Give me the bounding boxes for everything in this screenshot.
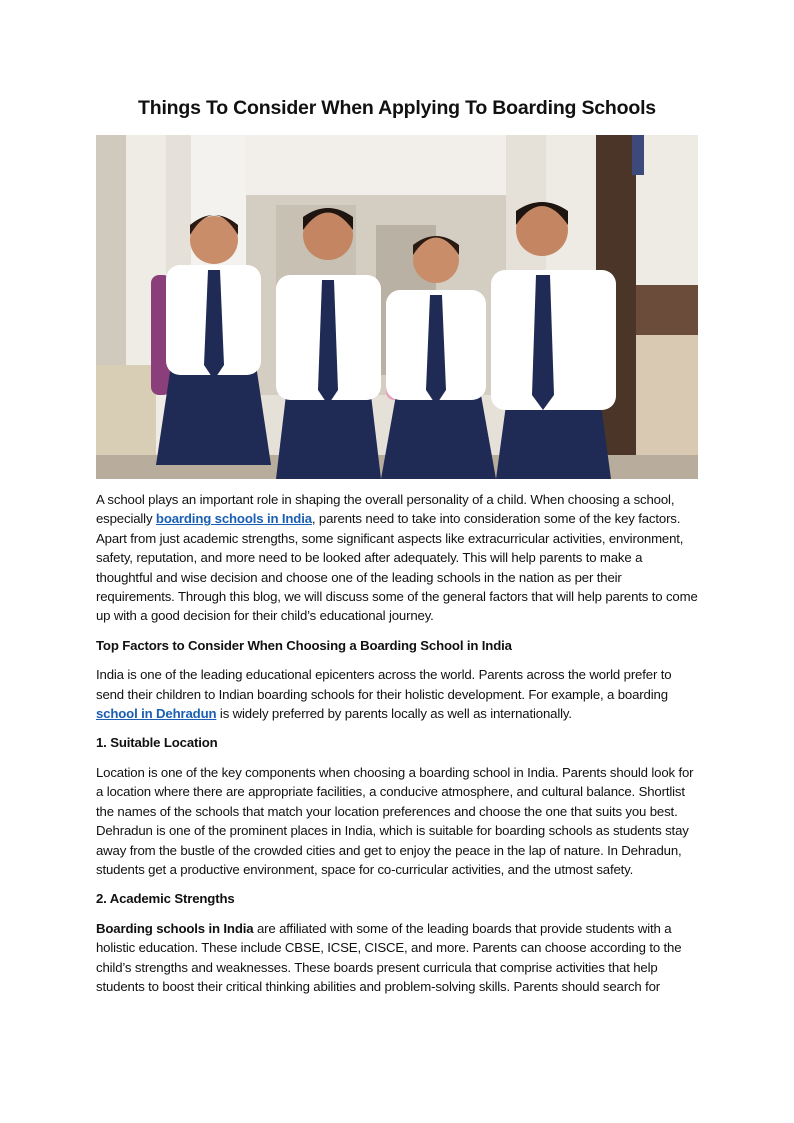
students-photo-icon [96,135,698,479]
section-heading: Top Factors to Consider When Choosing a Boarding School in India [96,637,512,653]
intro-paragraph: A school plays an important role in shaping the overall personality of a child. When choosing a school, especially boarding schools in India, parents need to take into consideration some of the key factors. Apart from just academic strengths, some significant aspects like extracurricular activities, environment, safety, reputation, and more need to be looked after adequately. This will help parents to make a thoughtful and wise decision and choose one of the leading schools in the nation as per their requirements. Through this blog, we will discuss some of the general factors that will help parents to come up with a good decision for their child’s educational journey. [96,492,698,624]
boarding-schools-link[interactable]: boarding schools in India [155,511,312,527]
school-in-dehradun-link[interactable]: school in Dehradun [96,706,217,722]
page-title: Things To Consider When Applying To Boarding Schools [138,97,656,119]
academic-bold-lead: Boarding schools in India [96,920,254,936]
academic-heading: 2. Academic Strengths [96,891,235,907]
location-paragraph: Location is one of the key components when choosing a boarding school in India. Parents should look for a location where there are appropriate facilities, a conducive atmosphere, and cultural balance. Shortlist the names of the schools that match your location preferences and choose the one that suits you best. Dehradun is one of the prominent places in India, which is suitable for boarding schools as students stay away from the bustle of the crowded cities and get to enjoy the peace in the lap of nature. In Dehradun, students get a productive environment, space for co-curricular activities, and the utmost safety. [96,764,694,877]
location-heading: 1. Suitable Location [96,735,218,751]
students-photo [96,135,698,479]
article-body [96,490,701,1006]
academic-paragraph: Boarding schools in India are affiliated with some of the leading boards that provide students with a holistic education. These include CBSE, ICSE, CISCE, and more. Parents can choose according to the child’s strengths and weaknesses. These boards present curricula that comprise activities that help students to boost their critical thinking abilities and problem-solving skills. Parents should search for [96,920,682,994]
section-paragraph: India is one of the leading educational epicenters across the world. Parents across the world prefer to send their children to Indian boarding schools for their holistic development. For example, a boarding school in Dehradun is widely preferred by parents locally as well as internationally. [96,667,672,722]
